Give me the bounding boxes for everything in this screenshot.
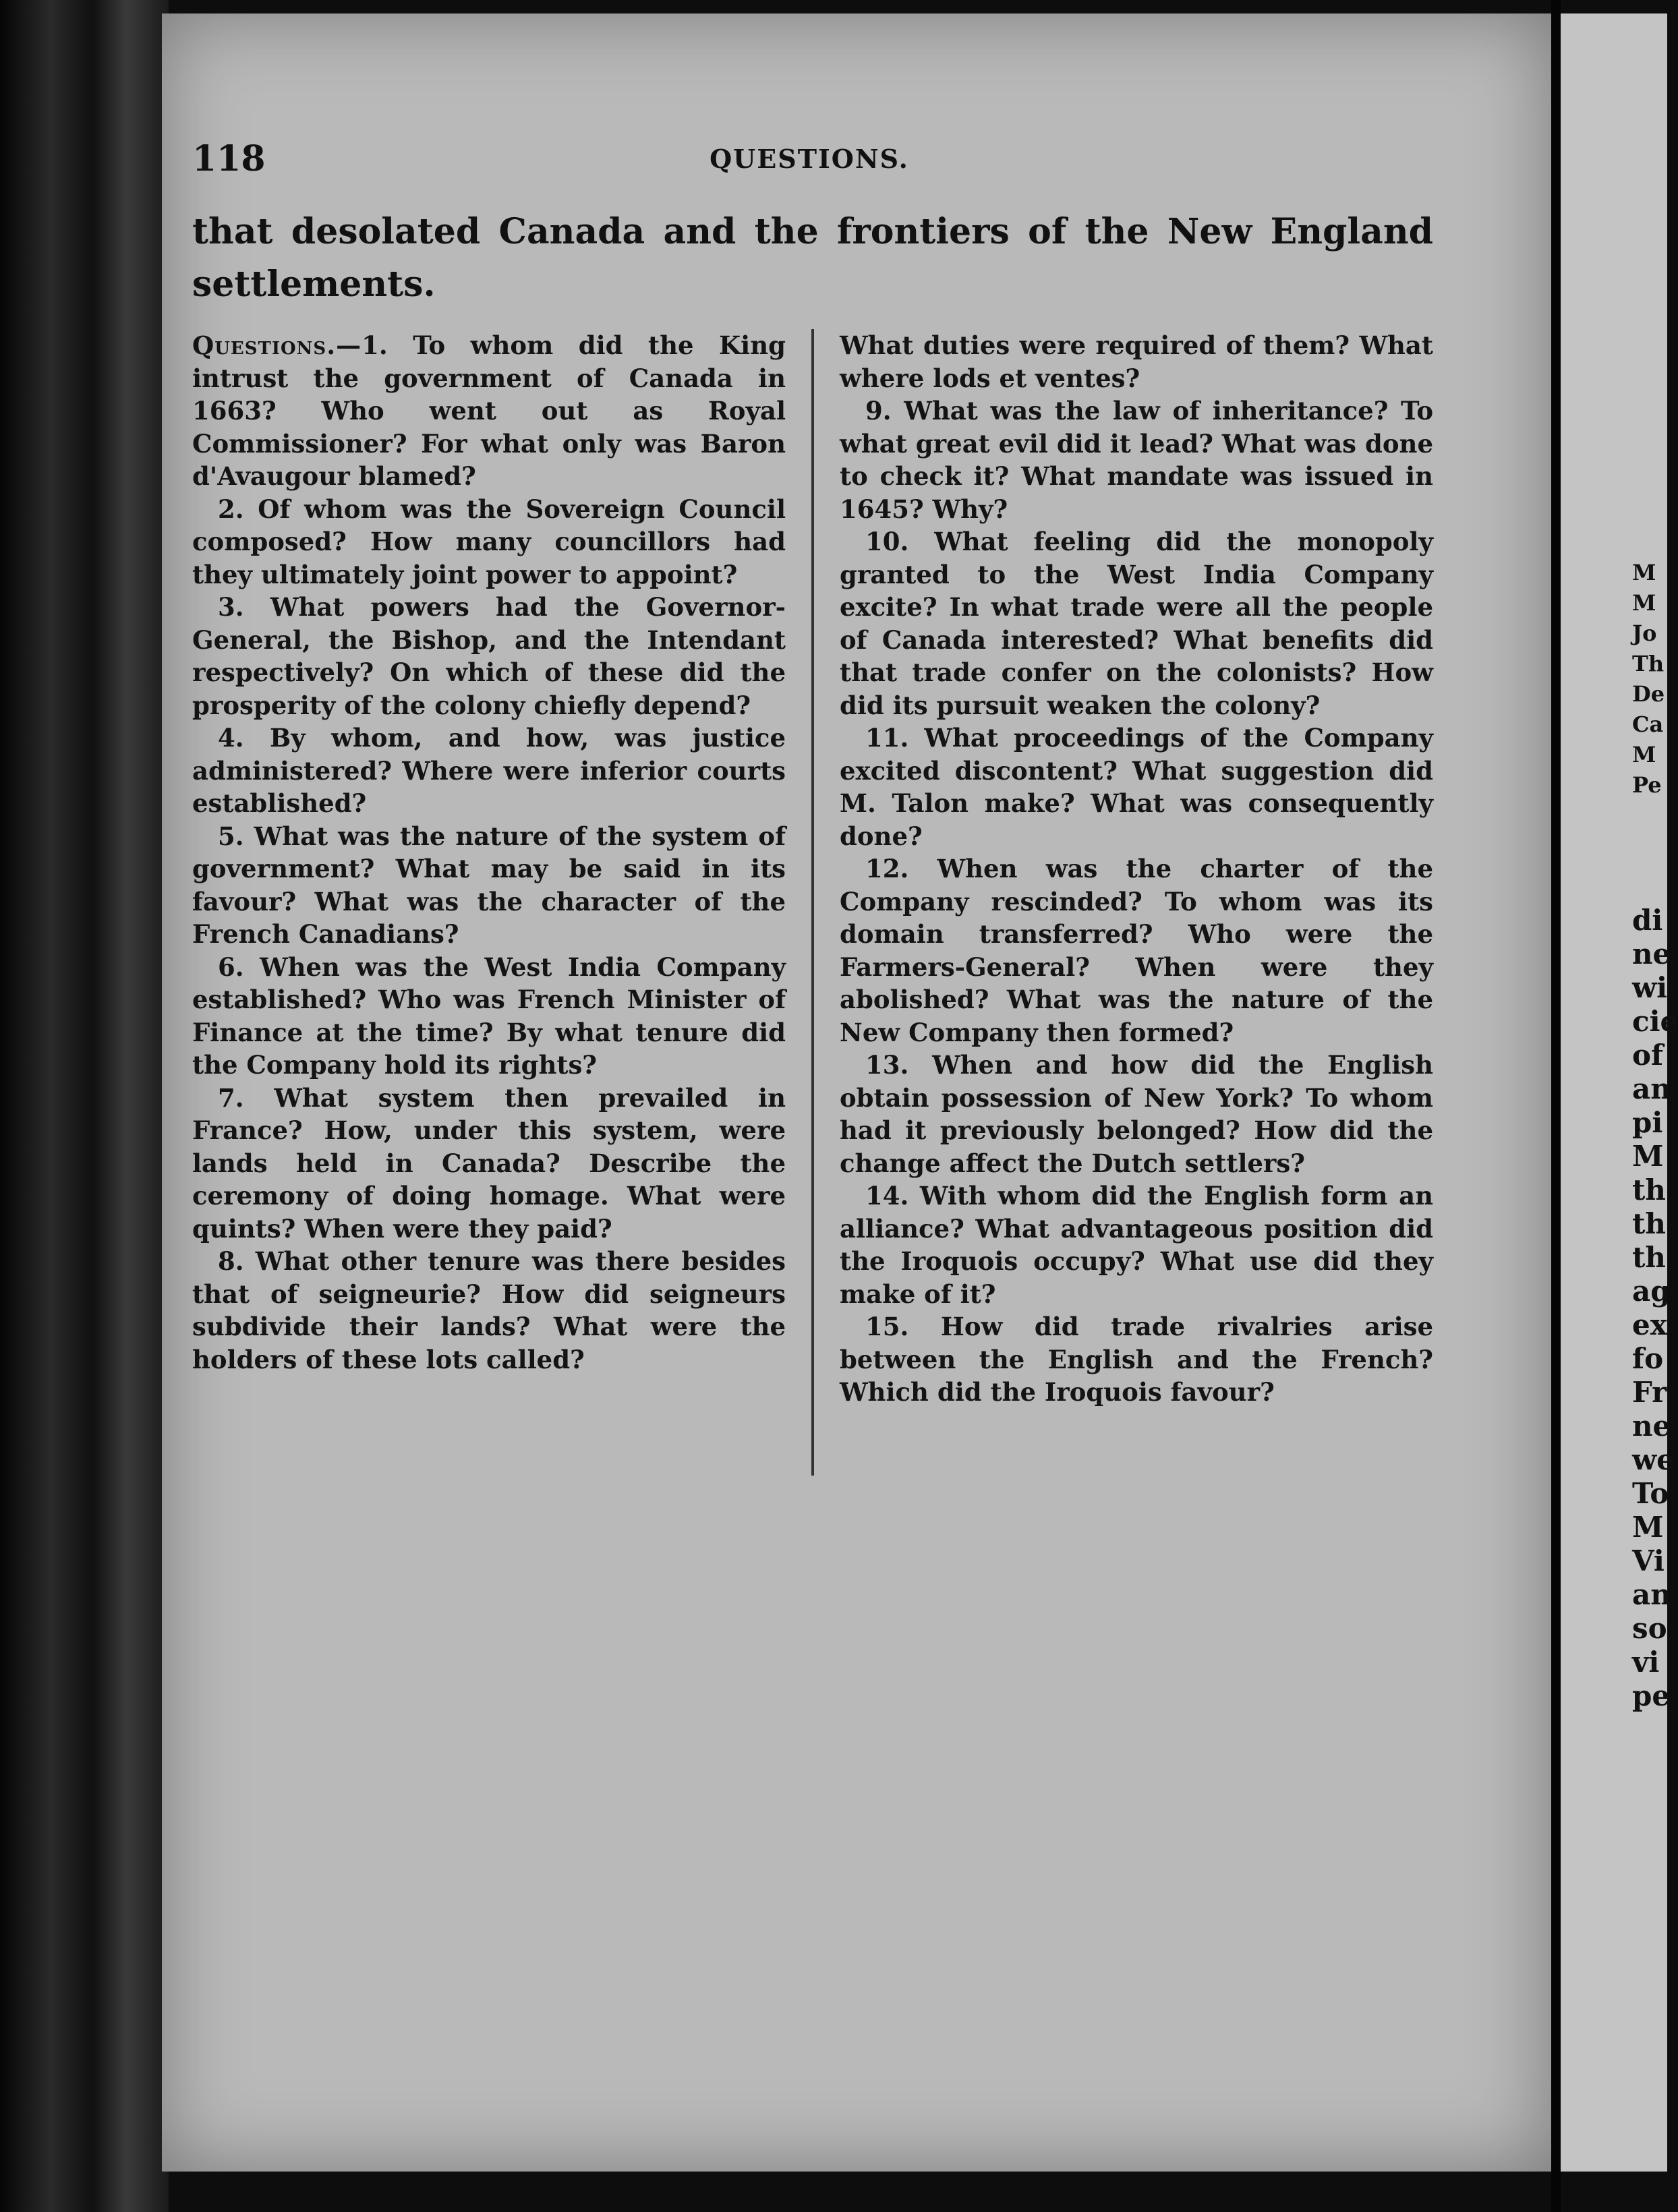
facing-page-fragment: M: [1632, 590, 1656, 616]
question-10: 10. What feeling did the monopoly granted to the West India Company excite? In what trade were all the people of Canada interested? What benefits did that trade confer on the colonists? How did its pursuit weaken the colony?: [840, 527, 1433, 720]
facing-page-fragment: Vi: [1632, 1544, 1665, 1577]
facing-page-fragment: cie: [1632, 1005, 1678, 1038]
facing-page-fragment: ag: [1632, 1275, 1671, 1308]
facing-page-fragment: th: [1632, 1241, 1666, 1274]
facing-page-fragment: so: [1632, 1612, 1667, 1645]
running-head: QUESTIONS.: [710, 144, 909, 174]
facing-page-fragment: M: [1632, 1140, 1664, 1173]
question-8: 8. What other tenure was there besides that of seigneurie? How did seigneurs subdivide their lands? What were the holders of these lots called?: [192, 1246, 786, 1374]
facing-page-fragment: we: [1632, 1443, 1675, 1476]
facing-page-fragment: fo: [1632, 1342, 1664, 1375]
question-3: 3. What powers had the Governor-General, the Bishop, and the Intendant respectively? On which of these did the prosperity of the colony chiefly depend?: [192, 592, 786, 720]
question-7: 7. What system then prevailed in France? How, under this system, were lands held in Canada? Describe the ceremony of doing homage. What were quints? When were they paid?: [192, 1082, 786, 1244]
question-1: [192, 329, 786, 493]
facing-page-fragment: an: [1632, 1578, 1671, 1611]
facing-page-fragment: of: [1632, 1039, 1664, 1072]
facing-page-fragment: pe: [1632, 1679, 1671, 1712]
facing-page-fragment: wi: [1632, 971, 1668, 1004]
facing-page-fragment: vi: [1632, 1646, 1660, 1679]
facing-page-fragment: an: [1632, 1072, 1671, 1105]
question-13: 13. When and how did the English obtain possession of New York? To whom had it previously belonged? How did the change affect the Dutch settlers?: [840, 1050, 1433, 1178]
facing-page-fragment: di: [1632, 904, 1663, 937]
column-divider: [811, 329, 814, 1476]
facing-page-fragment: ex: [1632, 1308, 1667, 1341]
question-12: 12. When was the charter of the Company rescinded? To whom was its domain transferred? Who were the Farmers-General? When were they abolished? What was the nature of the New Company then formed?: [840, 854, 1433, 1047]
question-9: 9. What was the law of inheritance? To what great evil did it lead? What was done to check it? What mandate was issued in 1645? Why?: [840, 396, 1433, 524]
facing-page-fragment: ne: [1632, 937, 1671, 970]
question-15: 15. How did trade rivalries arise between the English and the French? Which did the Iroquois favour?: [840, 1312, 1433, 1407]
facing-page-fragment: M: [1632, 1511, 1664, 1544]
facing-page-fragment: M: [1632, 560, 1656, 585]
facing-page-fragment: M: [1632, 742, 1656, 767]
facing-page-fragment: To: [1632, 1477, 1669, 1510]
question-11: 11. What proceedings of the Company excited discontent? What suggestion did M. Talon make? What was consequently done?: [840, 723, 1433, 851]
facing-page-fragment: De: [1632, 681, 1665, 707]
question-4: 4. By whom, and how, was justice administered? Where were inferior courts established?: [192, 723, 786, 818]
questions-heading: Questions.—: [192, 330, 362, 360]
question-text: 1. To whom did the King intrust the government of Canada in 1663? Who went out as Royal Commissioner? For what only was Baron d'Avaugour blamed?: [192, 330, 786, 491]
left-column: [192, 329, 786, 1376]
facing-page-fragment: Ca: [1632, 711, 1664, 737]
book-spine: [0, 0, 169, 2212]
page-number: 118: [192, 138, 266, 179]
question-6: 6. When was the West India Company established? Who was French Minister of Finance at the time? By what tenure did the Company hold its rights?: [192, 952, 786, 1080]
questions-columns: [192, 329, 1433, 1489]
facing-page-fragment: th: [1632, 1173, 1666, 1206]
facing-page-fragment: Pe: [1632, 772, 1662, 798]
question-5: 5. What was the nature of the system of government? What may be said in its favour? What was the character of the French Canadians?: [192, 821, 786, 949]
intro-text: that desolated Canada and the frontiers of the New England settlements.: [192, 211, 1433, 305]
facing-page-fragment: Fr: [1632, 1376, 1667, 1409]
facing-page-fragment: pi: [1632, 1106, 1663, 1139]
page-header: [192, 138, 1426, 192]
question-2: 2. Of whom was the Sovereign Council composed? How many councillors had they ultimately joint power to appoint?: [192, 494, 786, 589]
question-8-continued: What duties were required of them? What where lods et ventes?: [840, 330, 1433, 393]
facing-page-fragment: th: [1632, 1207, 1666, 1240]
facing-page-fragment: Th: [1632, 651, 1665, 676]
right-column: [840, 329, 1433, 1409]
question-14: 14. With whom did the English form an alliance? What advantageous position did the Iroquois occupy? What use did they make of it?: [840, 1181, 1433, 1309]
facing-page-fragment: Jo: [1632, 620, 1657, 646]
page-gutter: [1551, 0, 1561, 2212]
facing-page-fragment: ne: [1632, 1409, 1671, 1443]
